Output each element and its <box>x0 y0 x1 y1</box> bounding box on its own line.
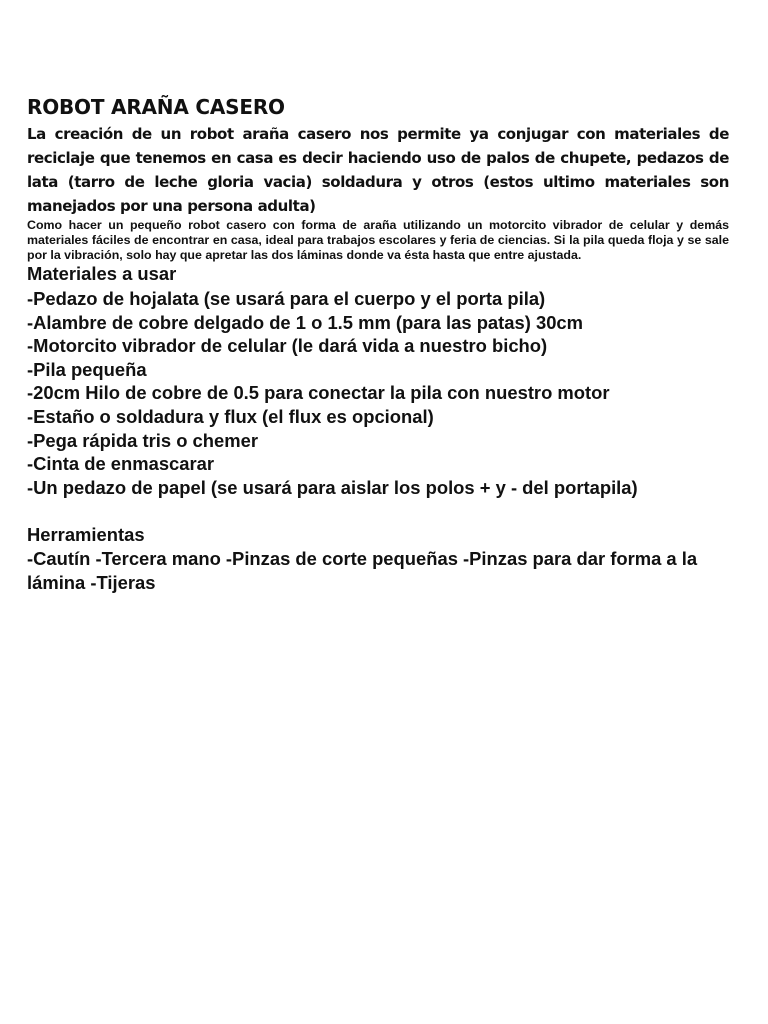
list-item: -Pega rápida tris o chemer <box>27 429 258 451</box>
list-item: -Pedazo de hojalata (se usará para el cuerpo y el porta pila) <box>27 288 546 309</box>
list-item: -Alambre de cobre delgado de 1 o 1.5 mm (para las patas) 30cm <box>27 311 584 333</box>
list-item: -Estaño o soldadura y flux (el flux es opcional) <box>27 405 434 427</box>
document-title: ROBOT ARAÑA CASERO <box>27 95 285 119</box>
document-page <box>27 94 729 595</box>
materials-heading: Materiales a usar <box>27 263 177 284</box>
list-item: -20cm Hilo de cobre de 0.5 para conectar la pila con nuestro motor <box>27 382 610 404</box>
list-item: -Motorcito vibrador de celular (le dará vida a nuestro bicho) <box>27 335 548 357</box>
blank-line <box>27 499 729 523</box>
tools-paragraph: -Cautín -Tercera mano -Pinzas de corte pequeñas -Pinzas para dar forma a la lámina -Tijeras <box>27 547 698 593</box>
list-item: -Un pedazo de papel (se usará para aislar los polos + y - del portapila) <box>27 476 638 498</box>
intro-paragraph: La creación de un robot araña casero nos permite ya conjugar con materiales de reciclaje que tenemos en casa es decir haciendo uso de palos de chupete, pedazos de lata (tarro de leche gloria vacia) soldadura y otros (estos ultimo materiales son manejados por una persona adulta) <box>27 125 729 215</box>
list-item: -Pila pequeña <box>27 358 147 380</box>
tools-heading: Herramientas <box>27 523 145 545</box>
list-item: -Cinta de enmascarar <box>27 453 215 475</box>
materials-list <box>27 287 729 499</box>
description-paragraph: Como hacer un pequeño robot casero con forma de araña utilizando un motorcito vibrador de celular y demás materiales fáciles de encontrar en casa, ideal para trabajos escolares y feria de ciencias. Si la pila queda floja y se sale por la vibración, solo hay que apretar las dos láminas donde va ésta hasta que entre ajustada. <box>27 218 729 262</box>
